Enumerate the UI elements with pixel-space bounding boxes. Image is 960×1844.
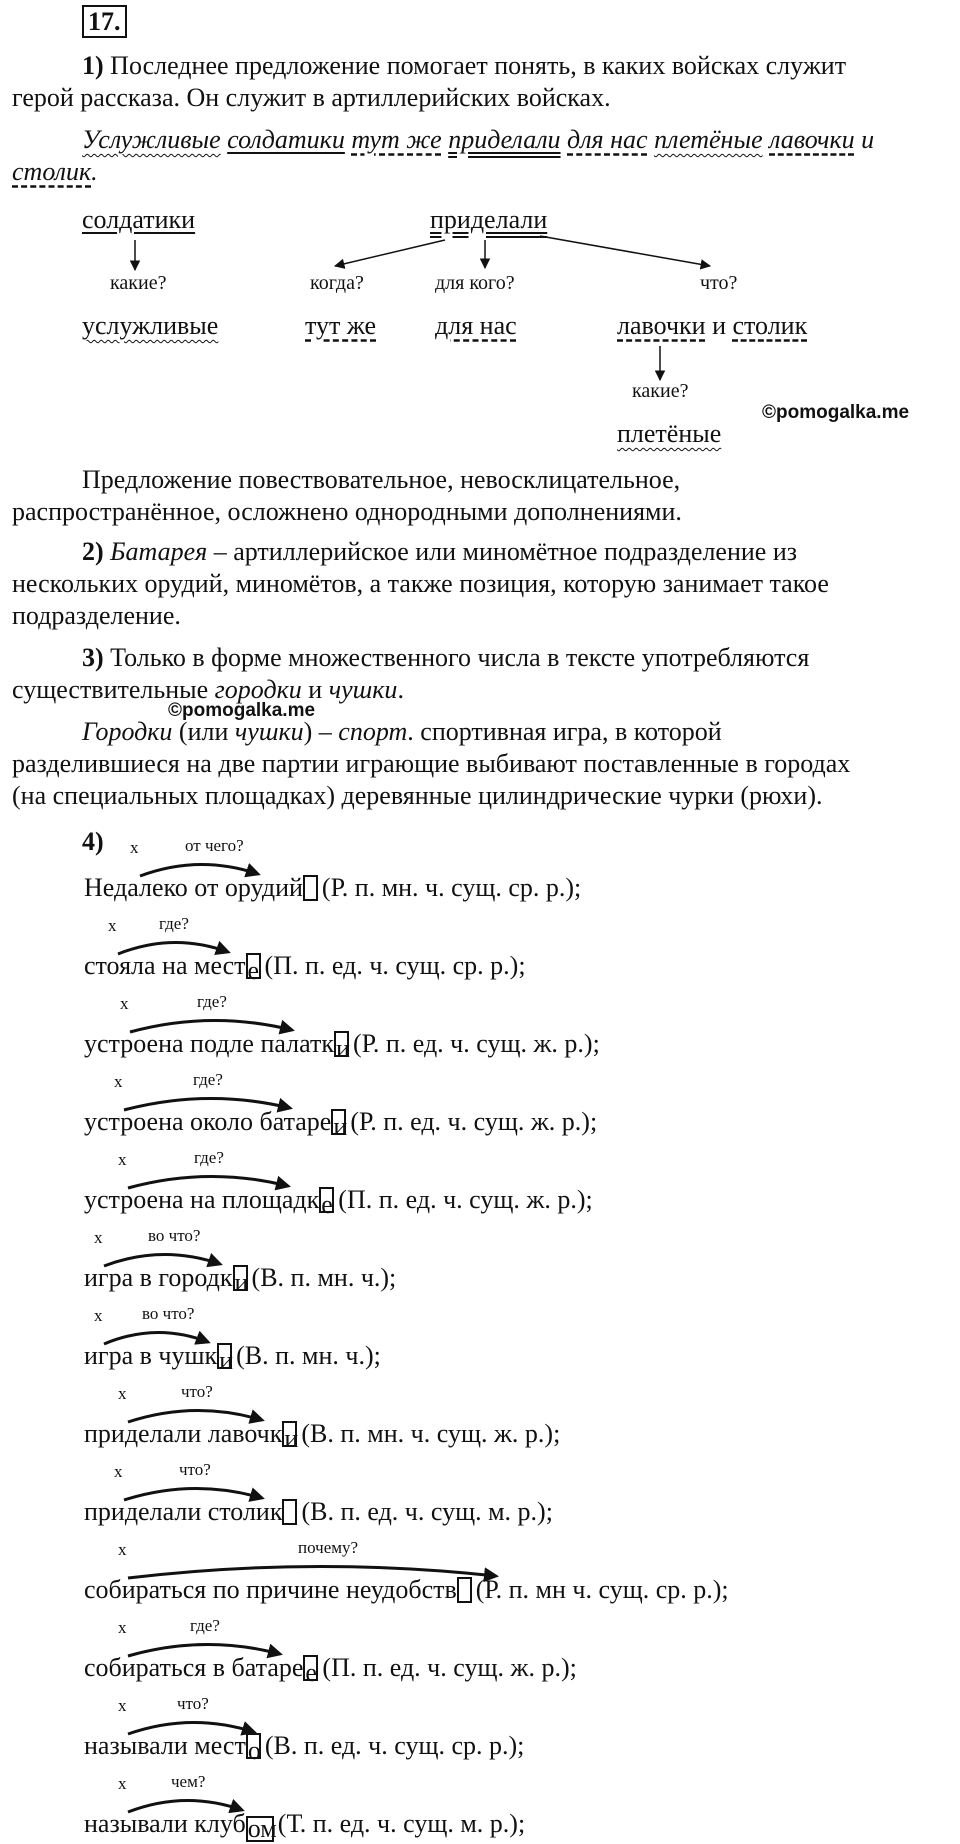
arc-main-word-mark: х — [118, 1540, 127, 1559]
diagram-objects — [617, 310, 807, 342]
watermark-1: ©pomogalka.me — [762, 402, 910, 423]
grammar-note: (П. п. ед. ч. сущ. ж. р.); — [322, 1653, 577, 1682]
grammar-note: (Р. п. ед. ч. сущ. ж. р.); — [350, 1107, 598, 1136]
ending-box: и — [334, 1031, 349, 1057]
grammar-note: (Т. п. ед. ч. сущ. м. р.); — [277, 1809, 526, 1838]
p3-def-gorodki: Городки — [82, 717, 173, 746]
arc-main-word-mark: х — [118, 1384, 127, 1403]
grammar-note: (П. п. ед. ч. сущ. ср. р.); — [264, 951, 526, 980]
arc-main-word-mark: х — [118, 1150, 127, 1169]
arc-main-word-mark: х — [94, 1228, 103, 1247]
p3-line5: (на специальных площадках) деревянные цилиндрические чурки (рюхи). — [12, 781, 823, 810]
arc-question: почему? — [298, 1538, 359, 1557]
arc-main-word-mark: х — [130, 838, 139, 857]
p3-num: 3) — [82, 643, 104, 672]
p2-line2: нескольких орудий, миномётов, а также позиция, которую занимает такое — [12, 569, 829, 598]
grammar-note: (П. п. ед. ч. сущ. ж. р.); — [338, 1185, 593, 1214]
p3-def-dash: ) – — [303, 717, 332, 746]
phrase-row — [84, 1028, 600, 1063]
p3-word-gorodki: городки — [214, 675, 302, 704]
phrase-row — [84, 1418, 561, 1453]
p3-line1 — [82, 642, 809, 674]
arc-main-word-mark: х — [118, 1696, 127, 1715]
phrase-text: устроена подле палатк — [84, 1029, 334, 1058]
p1-tail-line2: распространённое, осложнено однородными дополнениями. — [12, 497, 682, 526]
grammar-note: (Р. п. мн ч. сущ. ср. р.); — [475, 1575, 729, 1604]
grammar-note: (В. п. мн. ч.); — [251, 1263, 397, 1292]
arc-main-word-mark: х — [108, 916, 117, 935]
task-number — [82, 6, 127, 38]
p3-def-sport: спорт — [338, 717, 408, 746]
phrase-text: приделали лавочк — [84, 1419, 283, 1448]
arc-main-word-mark: х — [114, 1462, 123, 1481]
p3-def-chushki: чушки — [234, 717, 304, 746]
arc-question: от чего? — [185, 836, 244, 855]
diagram-usluzhlivye: услужливые — [82, 311, 219, 340]
diagram-pridelali: приделали — [430, 205, 548, 234]
p1-text1: Последнее предложение помогает понять, в каких войсках служит — [110, 51, 847, 80]
watermark-2: ©pomogalka.me — [168, 700, 316, 721]
sentence-end: . — [91, 157, 98, 186]
p3-line4: разделившиеся на две партии играющие выбивают поставленные в городах — [12, 749, 851, 778]
diagram-soldatiki: солдатики — [82, 205, 196, 234]
diagram-question-kakie-2: какие? — [632, 380, 689, 402]
p3-line3 — [82, 716, 722, 748]
phrase-row — [84, 950, 526, 985]
arc-question: что? — [181, 1382, 213, 1401]
diagram-lavochki: лавочки — [617, 311, 706, 340]
phrase-text: приделали столик — [84, 1497, 283, 1526]
phrase-text: игра в городк — [84, 1263, 233, 1292]
phrase-row — [84, 1808, 525, 1842]
arc-question: во что? — [148, 1226, 201, 1245]
arc-question: где? — [159, 914, 189, 933]
ending-box: и — [282, 1421, 297, 1447]
arc-question: чем? — [171, 1772, 206, 1791]
p2-text1: – артиллерийское или миномётное подразделение из — [213, 537, 798, 566]
phrase-row — [84, 1730, 525, 1765]
p3-dot: . — [397, 675, 404, 704]
ending-box: ом — [247, 1814, 277, 1843]
phrase-row — [84, 1106, 598, 1141]
ending-box: и — [233, 1265, 248, 1291]
ending-box: е — [246, 953, 261, 979]
p3-and: и — [308, 675, 323, 704]
p1-line2: герой рассказа. Он служит в артиллерийских войсках. — [12, 83, 611, 112]
phrase-text: игра в чушк — [84, 1341, 218, 1370]
sentence-word-usluzhlivye: Услужливые — [82, 125, 221, 154]
arc-main-word-mark: х — [94, 1306, 103, 1325]
diagram-question-dlya-kogo: для кого? — [435, 272, 515, 294]
phrase-text: собираться в батаре — [84, 1653, 304, 1682]
p2-num: 2) — [82, 537, 104, 566]
grammar-note: (Р. п. ед. ч. сущ. ж. р.); — [352, 1029, 600, 1058]
p3-def-or: (или — [178, 717, 229, 746]
p1-line1 — [82, 50, 846, 82]
p3-word-chushki: чушки — [328, 675, 398, 704]
ending-box: о — [246, 1733, 261, 1759]
ending-box — [303, 875, 318, 901]
ending-box — [282, 1499, 297, 1525]
ending-box: е — [303, 1655, 318, 1681]
ending-box — [457, 1577, 472, 1603]
phrase-row — [84, 1184, 593, 1219]
p4-num: 4) — [82, 827, 104, 856]
arc-main-word-mark: х — [114, 1072, 123, 1091]
diagram-question-chto: что? — [700, 272, 738, 294]
sentence-line2 — [12, 156, 98, 188]
sentence-word-lavochki: лавочки — [769, 125, 855, 154]
arc-question: где? — [193, 1070, 223, 1089]
sentence-line1 — [82, 124, 874, 156]
sentence-word-pletenye: плетёные — [654, 125, 763, 154]
arc-main-word-mark: х — [118, 1618, 127, 1637]
arrow-pridelali-chto — [540, 236, 710, 266]
arc-question: где? — [194, 1148, 224, 1167]
sentence-word-soldatiki: солдатики — [227, 125, 345, 154]
arc-question: что? — [179, 1460, 211, 1479]
diagram-stolik: столик — [732, 311, 808, 340]
grammar-note: (В. п. мн. ч. сущ. ж. р.); — [301, 1419, 561, 1448]
phrase-row — [84, 1340, 381, 1375]
arrow-pridelali-kogda — [335, 240, 445, 266]
grammar-note: (В. п. мн. ч.); — [236, 1341, 381, 1370]
arc-question: что? — [177, 1694, 209, 1713]
phrase-row — [84, 1574, 729, 1606]
phrase-text: устроена около батаре — [84, 1107, 332, 1136]
task-number-label: 17. — [82, 5, 127, 38]
phrase-text: стояла на мест — [84, 951, 246, 980]
phrase-text: называли клуб — [84, 1809, 246, 1838]
arc-question: где? — [190, 1616, 220, 1635]
sentence-word-tut-zhe: тут же — [351, 125, 442, 154]
arc-question: где? — [197, 992, 227, 1011]
p3-text2: существительные — [12, 675, 209, 704]
diagram-dlya-nas: для нас — [435, 311, 517, 340]
phrase-row — [84, 1496, 553, 1528]
phrase-text: Недалеко от орудий — [84, 873, 303, 902]
ending-box: е — [319, 1187, 334, 1213]
p2-term: Батарея — [110, 537, 208, 566]
phrase-text: называли мест — [84, 1731, 246, 1760]
diagram-pletenye: плетёные — [617, 419, 722, 448]
p3-text1: Только в форме множественного числа в тексте употребляются — [110, 643, 810, 672]
diagram-tut-zhe: тут же — [305, 311, 377, 340]
phrase-text: собираться по причине неудобств — [84, 1575, 457, 1604]
grammar-note: (В. п. ед. ч. сущ. ср. р.); — [264, 1731, 525, 1760]
sentence-word-pridelali: приделали — [448, 125, 561, 154]
phrase-row — [84, 1262, 397, 1297]
arc-main-word-mark: х — [120, 994, 129, 1013]
grammar-note: (В. п. ед. ч. сущ. м. р.); — [301, 1497, 553, 1526]
p1-num: 1) — [82, 51, 104, 80]
phrase-row — [84, 872, 581, 904]
ending-box: и — [217, 1343, 232, 1369]
sentence-word-stolik: столик — [12, 157, 92, 186]
p1-tail-line1: Предложение повествовательное, невосклицательное, — [82, 465, 681, 494]
sentence-word-i: и — [861, 125, 875, 154]
sentence-word-dlya-nas: для нас — [567, 125, 648, 154]
diagram-question-kogda: когда? — [310, 272, 364, 294]
arc-main-word-mark: х — [118, 1774, 127, 1793]
p2-line1 — [82, 536, 797, 568]
grammar-note: (Р. п. мн. ч. сущ. ср. р.); — [321, 873, 582, 902]
p2-line3: подразделение. — [12, 601, 181, 630]
phrase-text: устроена на площадк — [84, 1185, 320, 1214]
arc-question: во что? — [142, 1304, 195, 1323]
ending-box: и — [331, 1109, 346, 1135]
diagram-i: и — [712, 311, 726, 340]
p3-def-text: . спортивная игра, в которой — [407, 717, 722, 746]
diagram-question-kakie-1: какие? — [110, 272, 167, 294]
phrase-row — [84, 1652, 577, 1687]
